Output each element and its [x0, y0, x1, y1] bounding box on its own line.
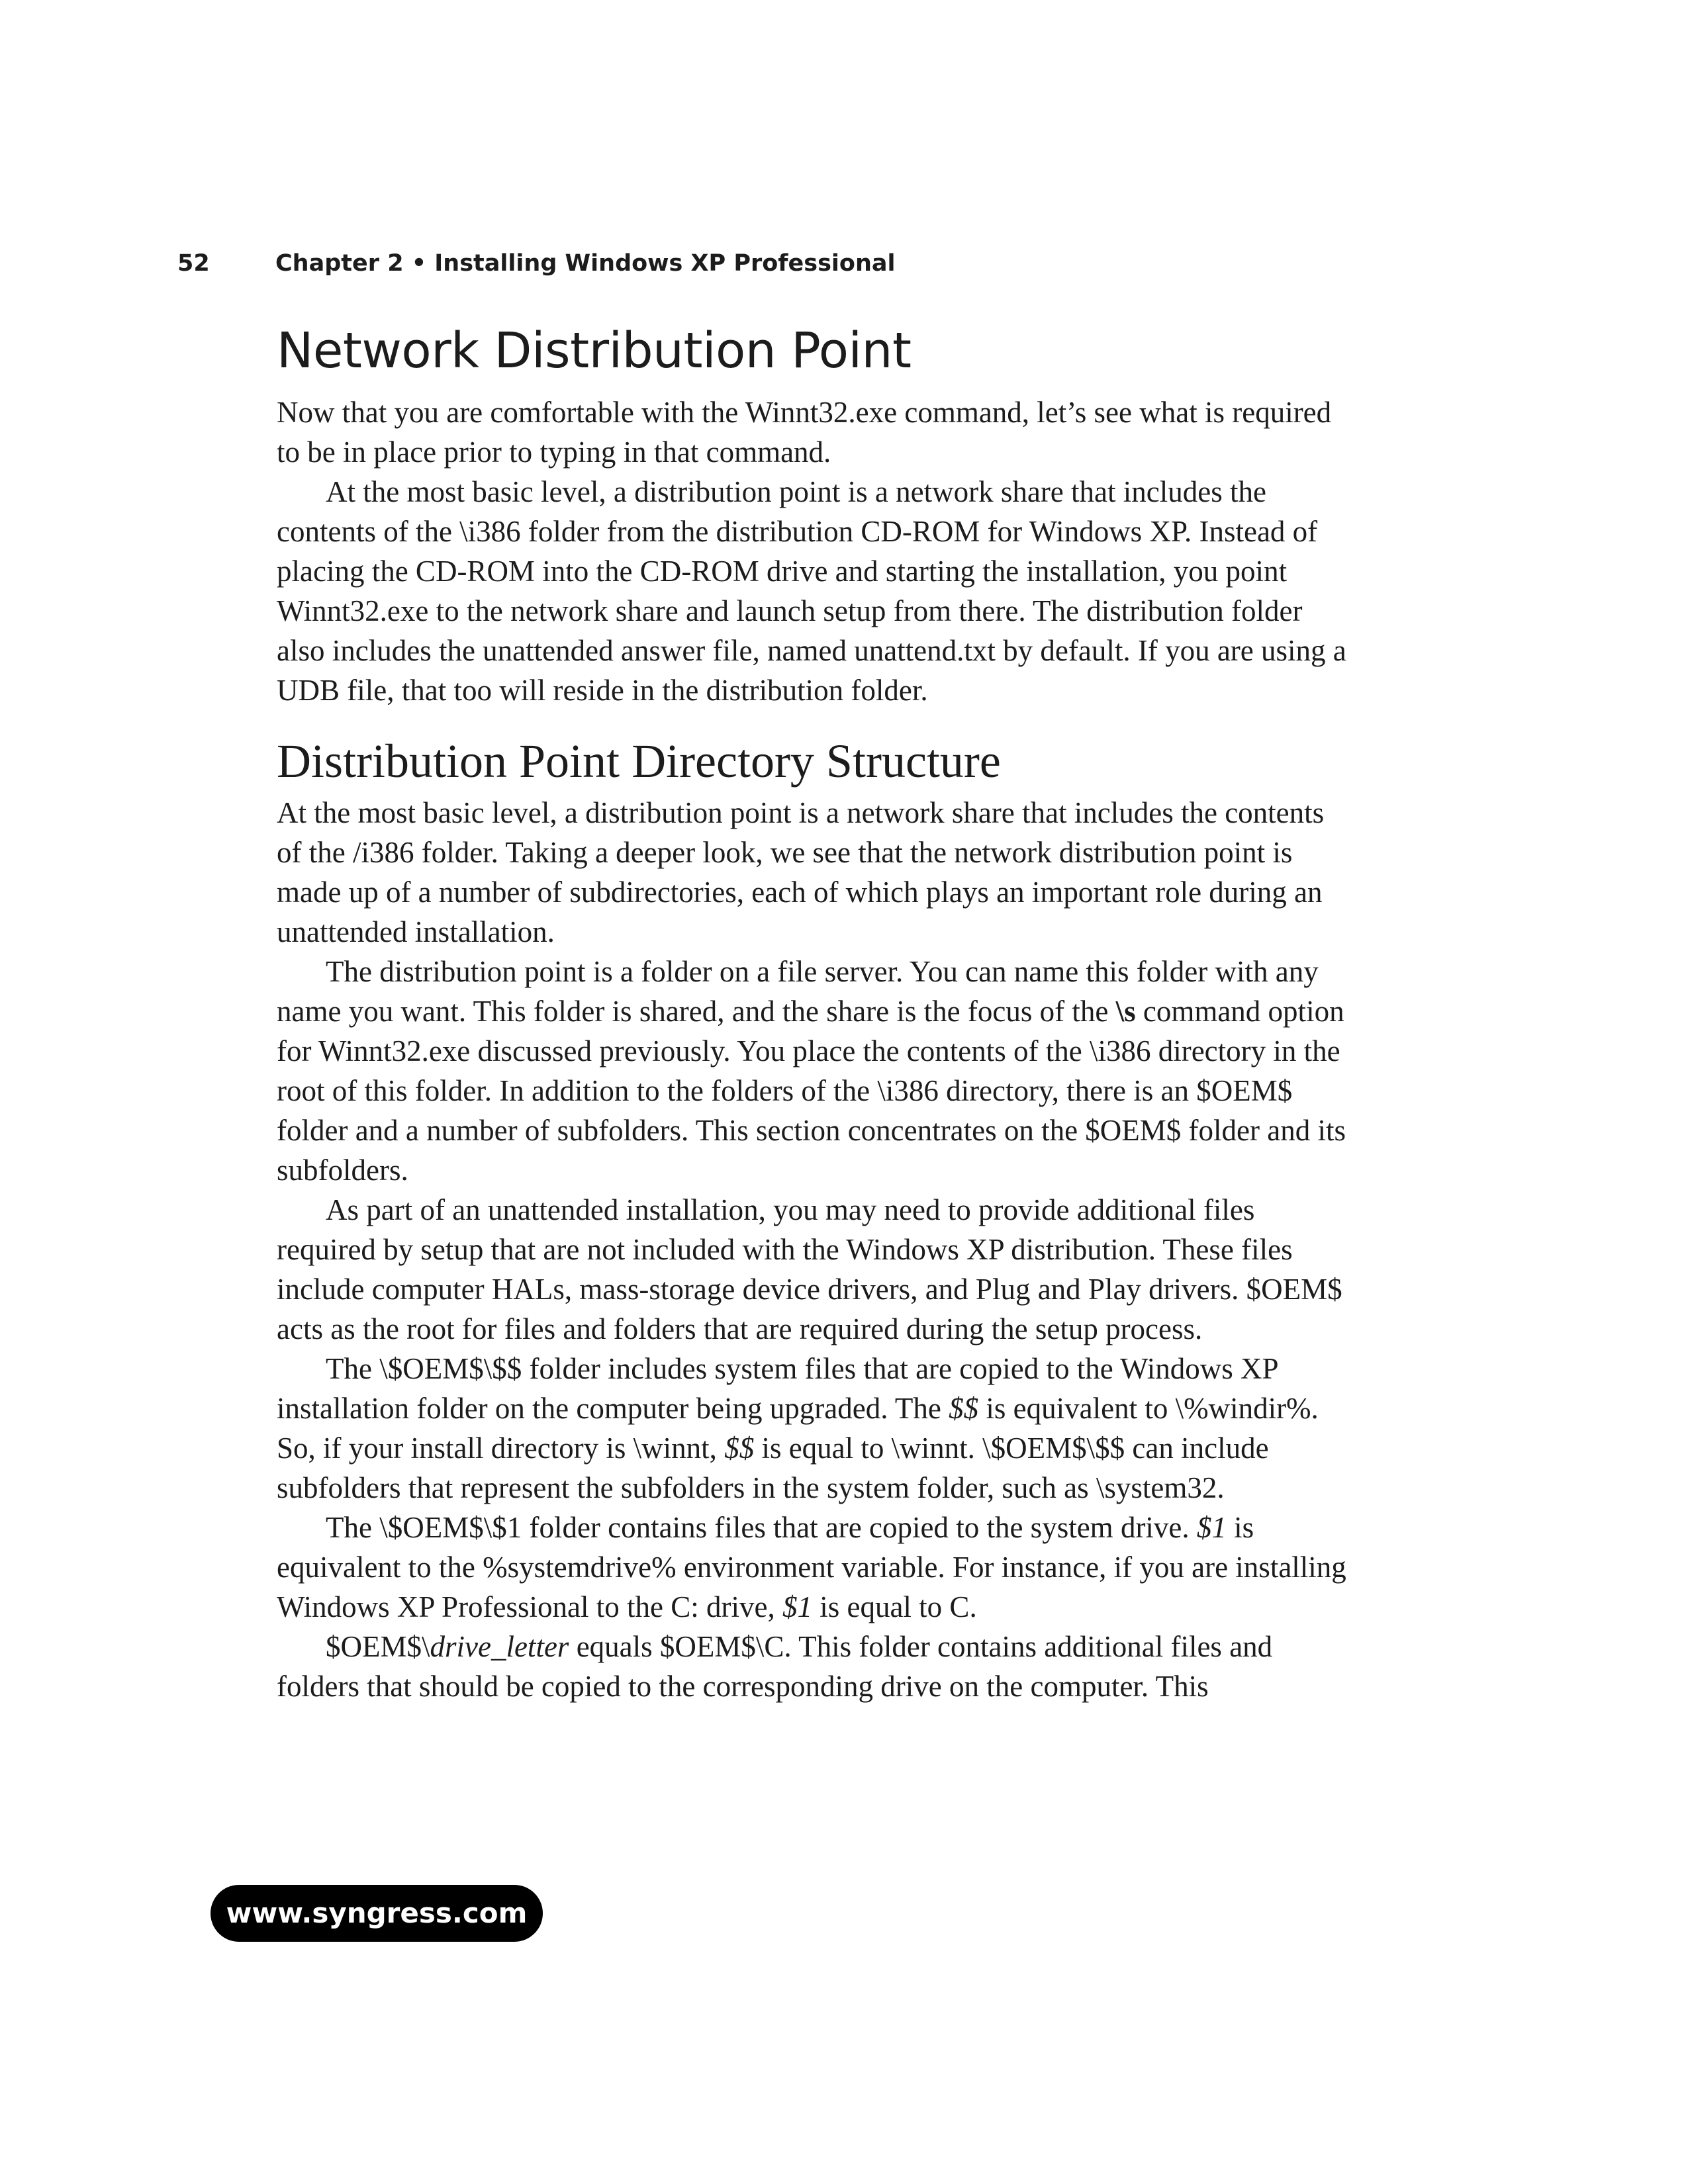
- page-content: [277, 323, 1352, 1706]
- page-number: 52: [177, 250, 210, 277]
- text-run: is equal to C.: [812, 1590, 977, 1624]
- section-heading: Network Distribution Point: [277, 322, 912, 379]
- text-run: is equal to \winnt. \$OEM$\$$ can include subfolders that represent the subfolders in the system folder, such as \system32.: [277, 1432, 1269, 1505]
- emphasis: $1: [1196, 1511, 1227, 1545]
- text-run: The \$OEM$\$1 folder contains files that are copied to the system drive.: [326, 1511, 1197, 1545]
- publisher-url-badge: www.syngress.com: [211, 1885, 543, 1942]
- subsection-heading: Distribution Point Directory Structure: [277, 735, 1001, 788]
- emphasis: $1: [782, 1590, 812, 1624]
- text-run: The distribution point is a folder on a file server. You can name this folder with any name you want. This folder is shared, and the share is the focus of the: [277, 955, 1319, 1028]
- emphasis: $$: [949, 1392, 979, 1426]
- subsection-paragraph-3: As part of an unattended installation, you may need to provide additional files required by setup that are not included with the Windows XP distribution. These files include computer HALs, mass-storage device drivers, and Plug and Play drivers. $OEM$ acts as the root for files and folders that are required during the setup process.: [277, 1193, 1342, 1346]
- text-run: equals $OEM$\C. This folder contains additional files and folders that should be copied to the corresponding drive on the computer. This: [277, 1630, 1273, 1704]
- subsection-paragraph-5: [277, 1508, 1352, 1627]
- text-run: is equivalent to the %systemdrive% environment variable. For instance, if you are installing Windows XP Professional to the C: drive,: [277, 1511, 1346, 1624]
- text-run: command option for Winnt32.exe discussed previously. You place the contents of the \i386 directory in the root of this folder. In addition to the folders of the \i386 directory, there is an $OEM$ folder and a number of subfolders. This section concentrates on the $OEM$ folder and its subfolders.: [277, 995, 1346, 1187]
- subsection-paragraph-2: [277, 952, 1352, 1190]
- subsection-paragraph-6: [277, 1627, 1352, 1706]
- command-switch: \s: [1115, 995, 1136, 1028]
- text-run: The \$OEM$\$$ folder includes system files that are copied to the Windows XP installation folder on the computer being upgraded. The: [277, 1352, 1278, 1426]
- subsection-paragraph-1: At the most basic level, a distribution point is a network share that includes the contents of the /i386 folder. Taking a deeper look, we see that the network distribution point is made up of a number of subdirectories, each of which plays an important role during an unattended installation.: [277, 796, 1325, 949]
- section-paragraph-1: Now that you are comfortable with the Winnt32.exe command, let’s see what is required to be in place prior to typing in that command.: [277, 396, 1332, 469]
- text-run: $OEM$\: [326, 1630, 430, 1664]
- chapter-title: Chapter 2 • Installing Windows XP Professional: [275, 250, 896, 277]
- section-paragraph-2: At the most basic level, a distribution point is a network share that includes the contents of the \i386 folder from the distribution CD-ROM for Windows XP. Instead of placing the CD-ROM into the CD-ROM drive and starting the installation, you point Winnt32.exe to the network share and launch setup from there. The distribution folder also includes the unattended answer file, named unattend.txt by default. If you are using a UDB file, that too will reside in the distribution folder.: [277, 475, 1346, 707]
- running-header: [177, 250, 896, 277]
- text-run: is equivalent to \%windir%. So, if your install directory is \winnt,: [277, 1392, 1319, 1465]
- emphasis: $$: [724, 1432, 755, 1465]
- subsection-paragraph-4: [277, 1349, 1352, 1508]
- emphasis: drive_letter: [430, 1630, 569, 1664]
